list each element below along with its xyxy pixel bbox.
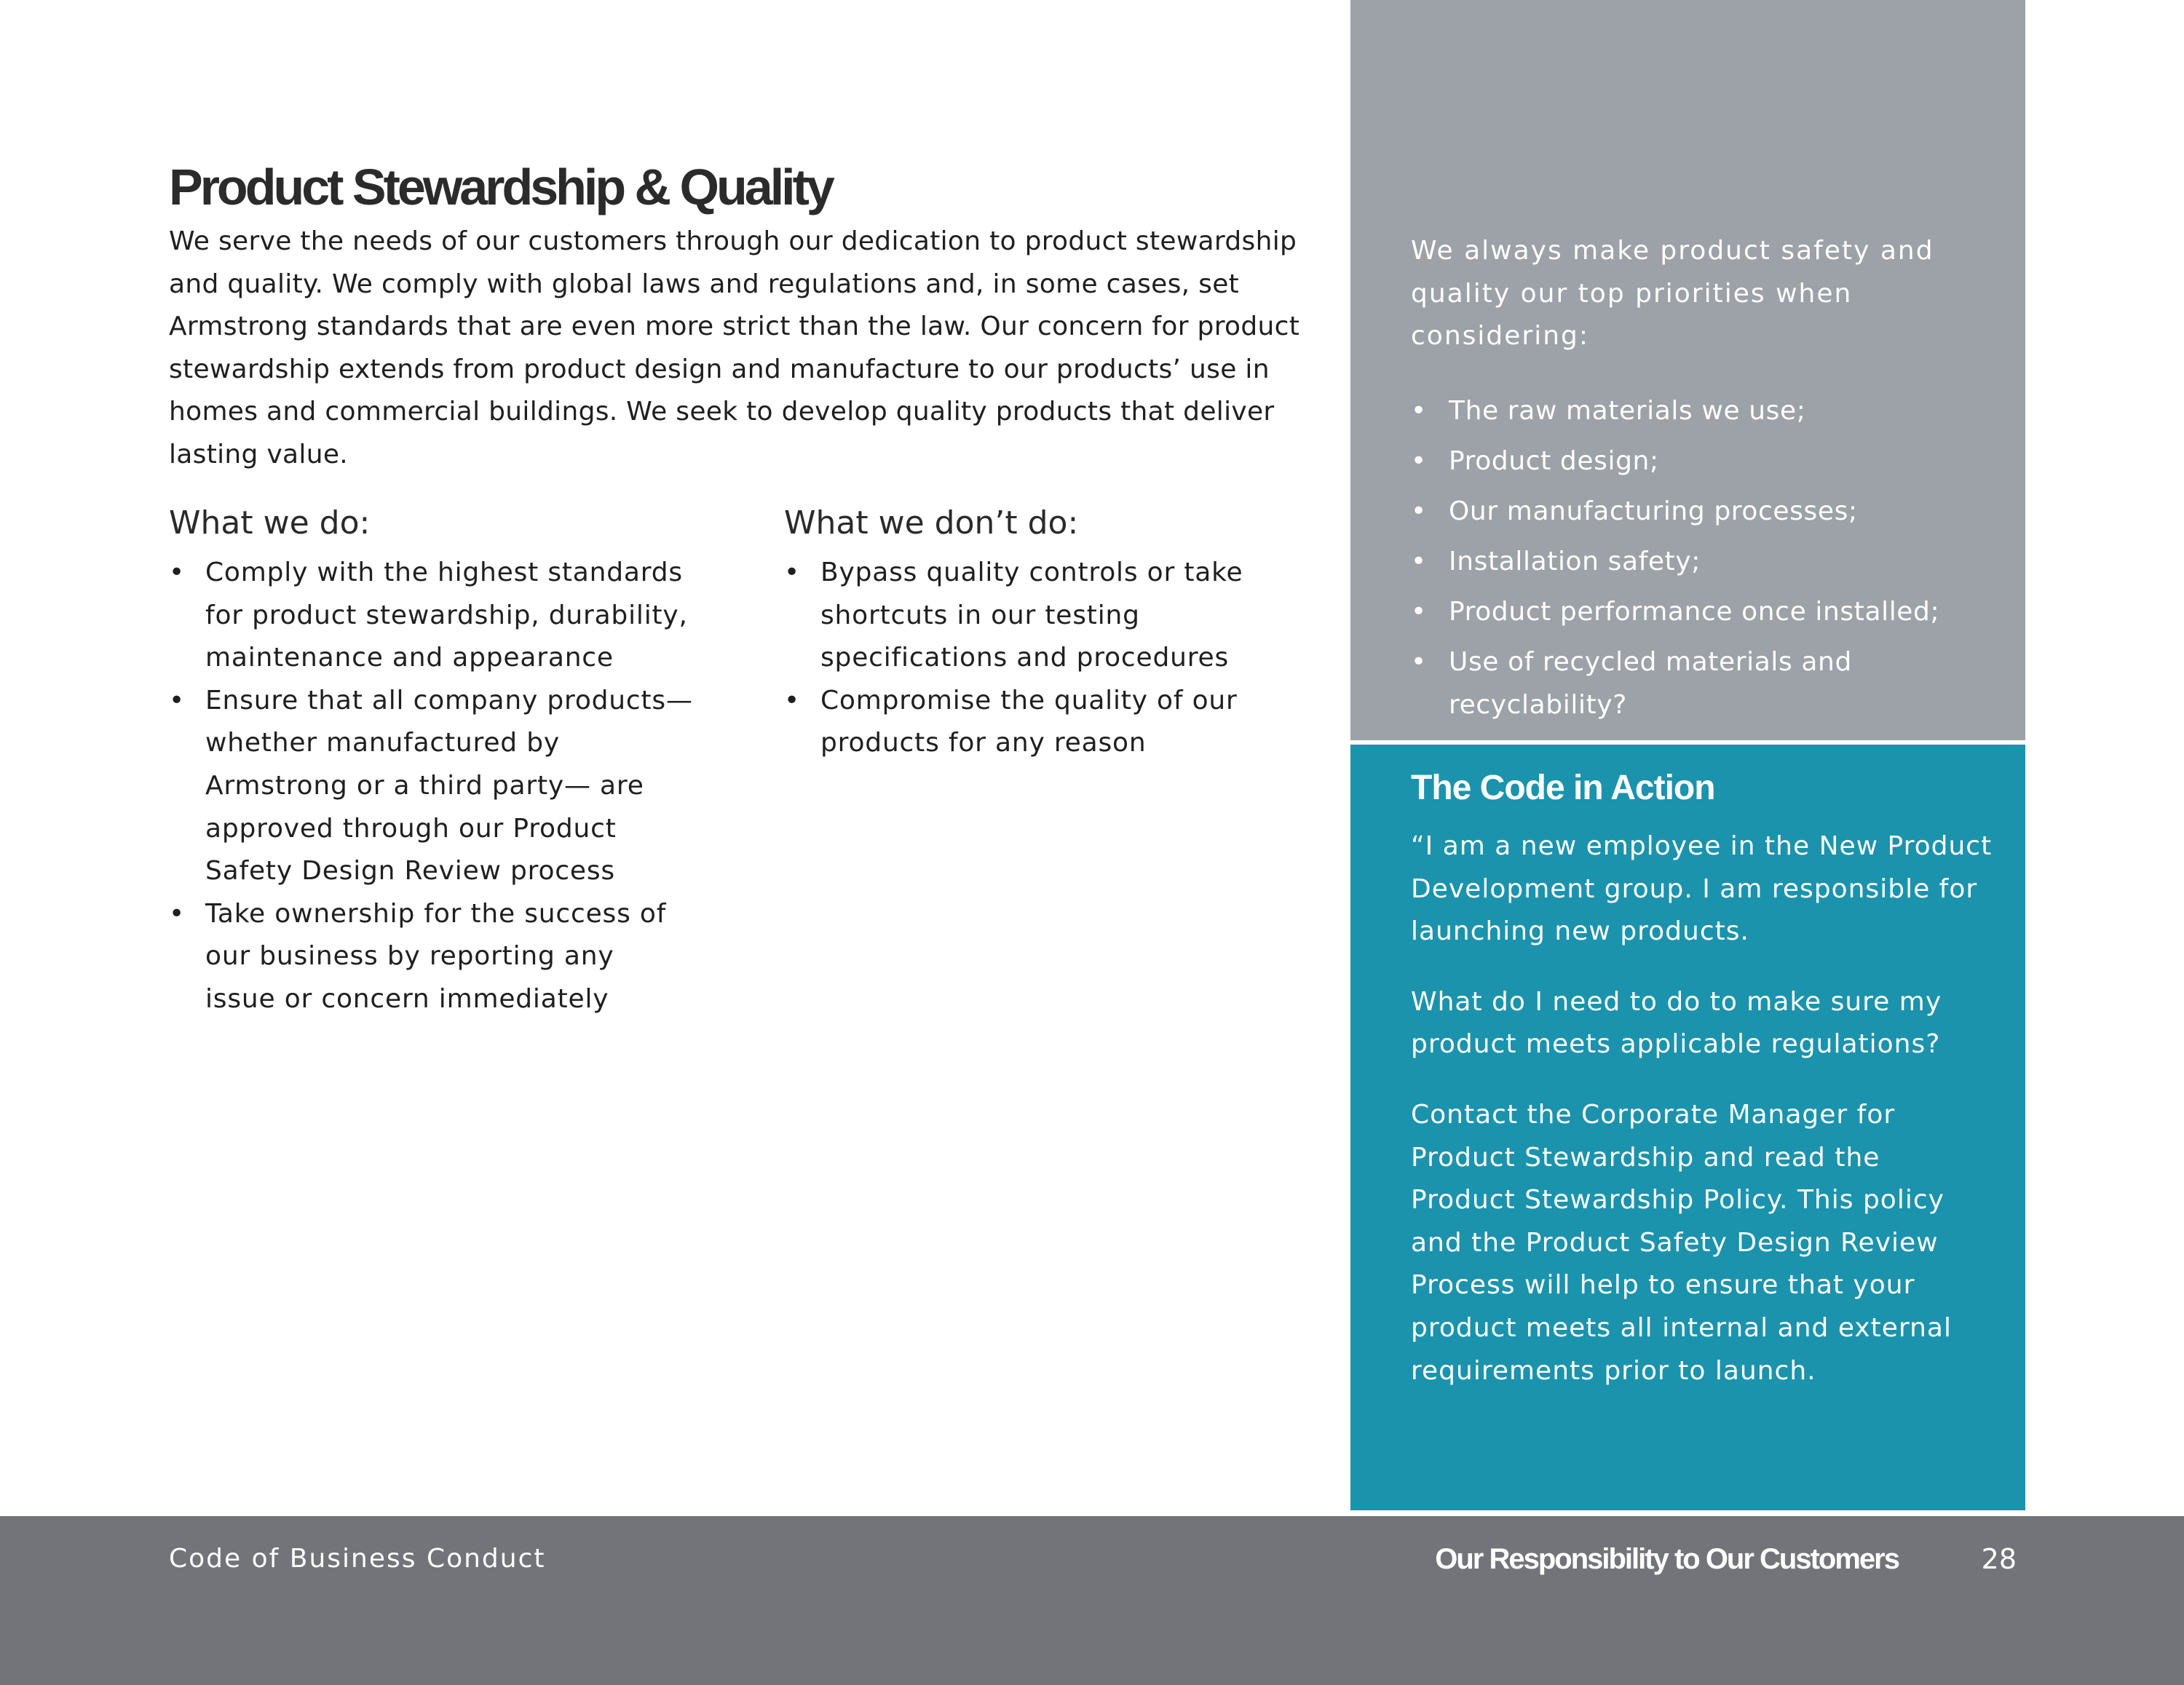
code-in-action-question-followup: What do I need to do to make sure my product meets applicable regulations? [1411,986,1942,1060]
code-in-action-heading: The Code in Action [1411,769,1715,807]
list-item: • Ensure that all company products—whether manufactured by Armstrong or a third party— are approved through our Product Safety Design Review process [169,680,693,893]
intro-paragraph: We serve the needs of our customers through our dedication to product stewardship and quality. We comply with global laws and regulations and, in some cases, set Armstrong standards that are even more strict than the law. Our concern for product stewardship extends from product design and manufacture to our products’ use in homes and commercial buildings. We seek to develop quality products that deliver lasting value. [169,226,1300,469]
list-item: • Product performance once installed; [1411,591,1993,634]
list-item: • Our manufacturing processes; [1411,491,1993,534]
list-item: • Installation safety; [1411,541,1993,584]
page-title: Product Stewardship & Quality [169,159,832,215]
footer-document-title: Code of Business Conduct [169,1544,546,1574]
what-we-do-list [169,552,693,1021]
what-we-do-heading: What we do: [169,504,371,542]
what-we-dont-do-list [784,552,1294,765]
list-item: • Bypass quality controls or take shortcuts in our testing specifications and procedures [784,552,1294,680]
list-item: • Comply with the highest standards for product stewardship, durability, maintenance and appearance [169,552,693,680]
list-item: • The raw materials we use; [1411,390,1993,433]
code-in-action-body [1411,825,1993,1420]
code-in-action-answer: Contact the Corporate Manager for Product Stewardship and read the Product Stewardship Policy. This policy and the Product Safety Design Review Process will help to ensure that your product meets all internal and external requirements prior to launch. [1411,1099,1952,1386]
list-item: • Use of recycled materials and recyclability? [1411,641,1993,726]
list-item: • Product design; [1411,440,1993,483]
sidebar-priorities-list [1411,390,1993,734]
footer-section-title: Our Responsibility to Our Customers [1435,1543,1899,1575]
sidebar-intro: We always make product safety and quality our top priorities when considering: [1411,236,1934,352]
page-footer [0,1516,2184,1685]
what-we-dont-do-heading: What we don’t do: [784,504,1079,542]
list-item: • Take ownership for the success of our business by reporting any issue or concern immediately [169,893,693,1021]
list-item: • Compromise the quality of our products for any reason [784,680,1294,765]
code-in-action-question: “I am a new employee in the New Product Development group. I am responsible for launching new products. [1411,831,1993,947]
page-number: 28 [1981,1543,2017,1575]
